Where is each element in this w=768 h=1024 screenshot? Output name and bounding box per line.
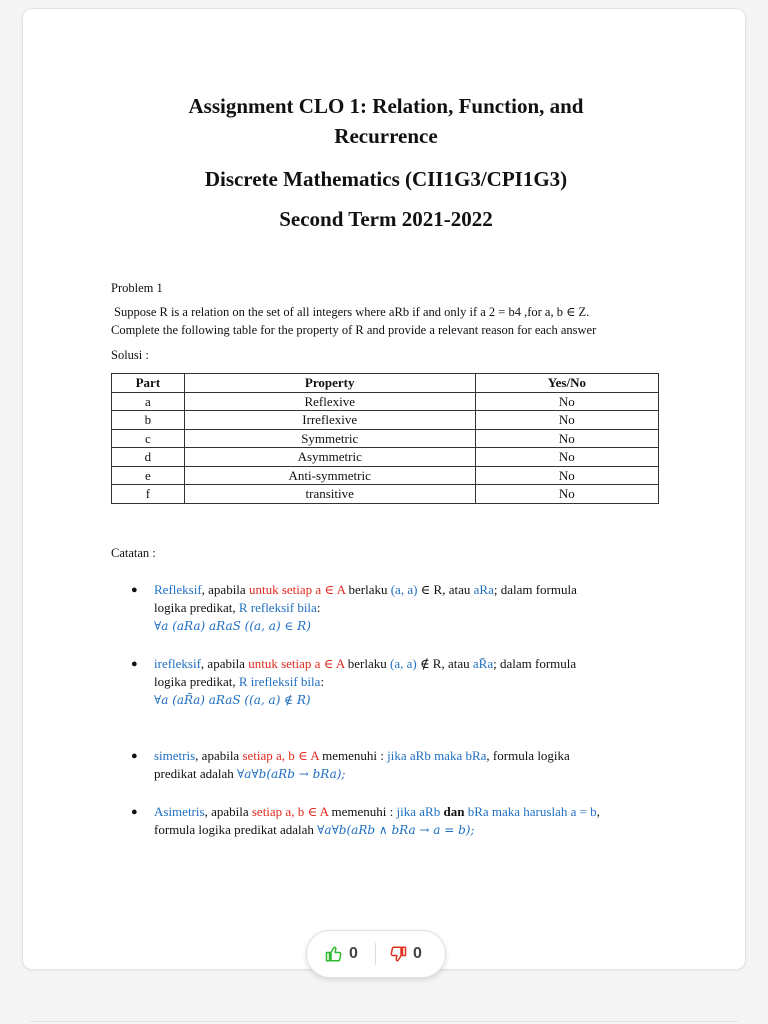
note-rule: bRa maka haruslah a = b — [464, 804, 597, 819]
table-header-row — [112, 374, 659, 393]
cell-part: f — [112, 485, 185, 504]
note-term: Asimetris — [154, 804, 205, 819]
cell-answer: No — [475, 485, 658, 504]
note-text: , apabila — [204, 804, 252, 819]
note-text: , apabila — [201, 582, 249, 597]
note-text: ∈ R, atau — [417, 582, 474, 597]
table-row — [112, 448, 659, 467]
note-text: ; dalam formula — [493, 582, 577, 597]
note-text: logika predikat, — [154, 600, 239, 615]
title-line-1: Assignment CLO 1: Relation, Function, and — [188, 94, 584, 118]
cell-part: e — [112, 466, 185, 485]
note-pair: (a, a) — [389, 656, 417, 671]
cell-property: Asymmetric — [184, 448, 475, 467]
problem-description — [111, 303, 661, 339]
note-text: , — [596, 804, 600, 819]
cell-property: transitive — [184, 485, 475, 504]
note-formula: ∀a (aR̄a) aRaS ((a, a) ∉ R) — [154, 693, 311, 707]
problem-label: Problem 1 — [111, 281, 163, 295]
note-text: formula logika predikat adalah — [154, 822, 318, 837]
note-term: simetris — [154, 748, 196, 763]
note-text: memenuhi : — [318, 748, 388, 763]
document-page-card — [22, 8, 746, 970]
problem-line-1: Suppose R is a relation on the set of all integers where aRb if and only if a 2 = b4 ,for a, b ∈ Z. — [114, 305, 590, 319]
vote-bar — [306, 930, 446, 978]
header-part: Part — [112, 374, 185, 393]
cell-answer: No — [475, 429, 658, 448]
note-text: , apabila — [195, 748, 243, 763]
note-text: , formula logika — [486, 748, 570, 763]
table-row — [112, 411, 659, 430]
table-row — [112, 392, 659, 411]
upvote-count: 0 — [349, 945, 358, 962]
header-property: Property — [184, 374, 475, 393]
table-row — [112, 429, 659, 448]
note-text: ; dalam formula — [493, 656, 577, 671]
assignment-title — [111, 91, 661, 151]
note-relation: aRa — [473, 582, 494, 597]
property-table — [111, 373, 659, 504]
note-rule: jika aRb maka bRa — [387, 748, 487, 763]
note-term: irefleksif — [154, 656, 201, 671]
document-page — [111, 9, 661, 969]
note-definition: R refleksif bila — [238, 600, 317, 615]
term-title: Second Term 2021-2022 — [279, 207, 493, 231]
note-formula: ∀a (aRa) aRaS ((a, a) ∈ R) — [154, 619, 311, 633]
solusi-label: Solusi : — [111, 348, 149, 362]
cell-property: Irreflexive — [184, 411, 475, 430]
note-text: memenuhi : — [328, 804, 397, 819]
table-row — [112, 466, 659, 485]
note-text: logika predikat, — [154, 674, 239, 689]
note-relation: aR̄a — [472, 656, 494, 671]
downvote-button[interactable] — [389, 931, 422, 977]
course-title: Discrete Mathematics (CII1G3/CPI1G3) — [204, 167, 568, 191]
note-text: berlaku — [344, 656, 390, 671]
note-pair: (a, a) — [390, 582, 418, 597]
bullet-icon: ● — [131, 750, 138, 762]
note-text: , apabila — [200, 656, 249, 671]
bullet-icon: ● — [131, 584, 138, 596]
note-text: berlaku — [345, 582, 391, 597]
problem-line-2: Complete the following table for the property of R and provide a relevant reason for each answer — [111, 323, 597, 337]
thumbs-up-icon — [325, 945, 343, 963]
cell-part: a — [112, 392, 185, 411]
note-condition: untuk setiap a ∈ A — [248, 656, 345, 671]
note-definition: R irefleksif bila — [238, 674, 321, 689]
note-condition: untuk setiap a ∈ A — [248, 582, 346, 597]
cell-property: Symmetric — [184, 429, 475, 448]
cell-answer: No — [475, 392, 658, 411]
note-formula: ∀a∀b(aRb → bRa); — [237, 767, 346, 781]
note-condition: setiap a, b ∈ A — [242, 748, 319, 763]
note-text: ∉ R, atau — [416, 656, 473, 671]
note-text: predikat adalah — [154, 766, 238, 781]
bottom-divider — [30, 1021, 738, 1022]
table-row — [112, 485, 659, 504]
cell-part: b — [112, 411, 185, 430]
vote-divider — [375, 943, 376, 965]
cell-property: Anti-symmetric — [184, 466, 475, 485]
cell-part: d — [112, 448, 185, 467]
upvote-button[interactable] — [325, 931, 358, 977]
header-yes-no: Yes/No — [475, 374, 658, 393]
cell-part: c — [112, 429, 185, 448]
note-rule: jika aRb — [396, 804, 444, 819]
bullet-icon: ● — [131, 658, 138, 670]
downvote-count: 0 — [413, 945, 422, 962]
note-text: : — [320, 674, 325, 689]
title-line-2: Recurrence — [334, 124, 438, 148]
note-conjunction: dan — [443, 804, 465, 819]
cell-property: Reflexive — [184, 392, 475, 411]
note-condition: setiap a, b ∈ A — [251, 804, 329, 819]
cell-answer: No — [475, 448, 658, 467]
cell-answer: No — [475, 466, 658, 485]
cell-answer: No — [475, 411, 658, 430]
note-text: : — [316, 600, 321, 615]
thumbs-down-icon — [389, 945, 407, 963]
catatan-heading: Catatan : — [111, 546, 156, 560]
note-term: Refleksif — [154, 582, 202, 597]
note-formula: ∀a∀b(aRb ∧ bRa → a = b); — [317, 823, 475, 837]
bullet-icon: ● — [131, 806, 138, 818]
